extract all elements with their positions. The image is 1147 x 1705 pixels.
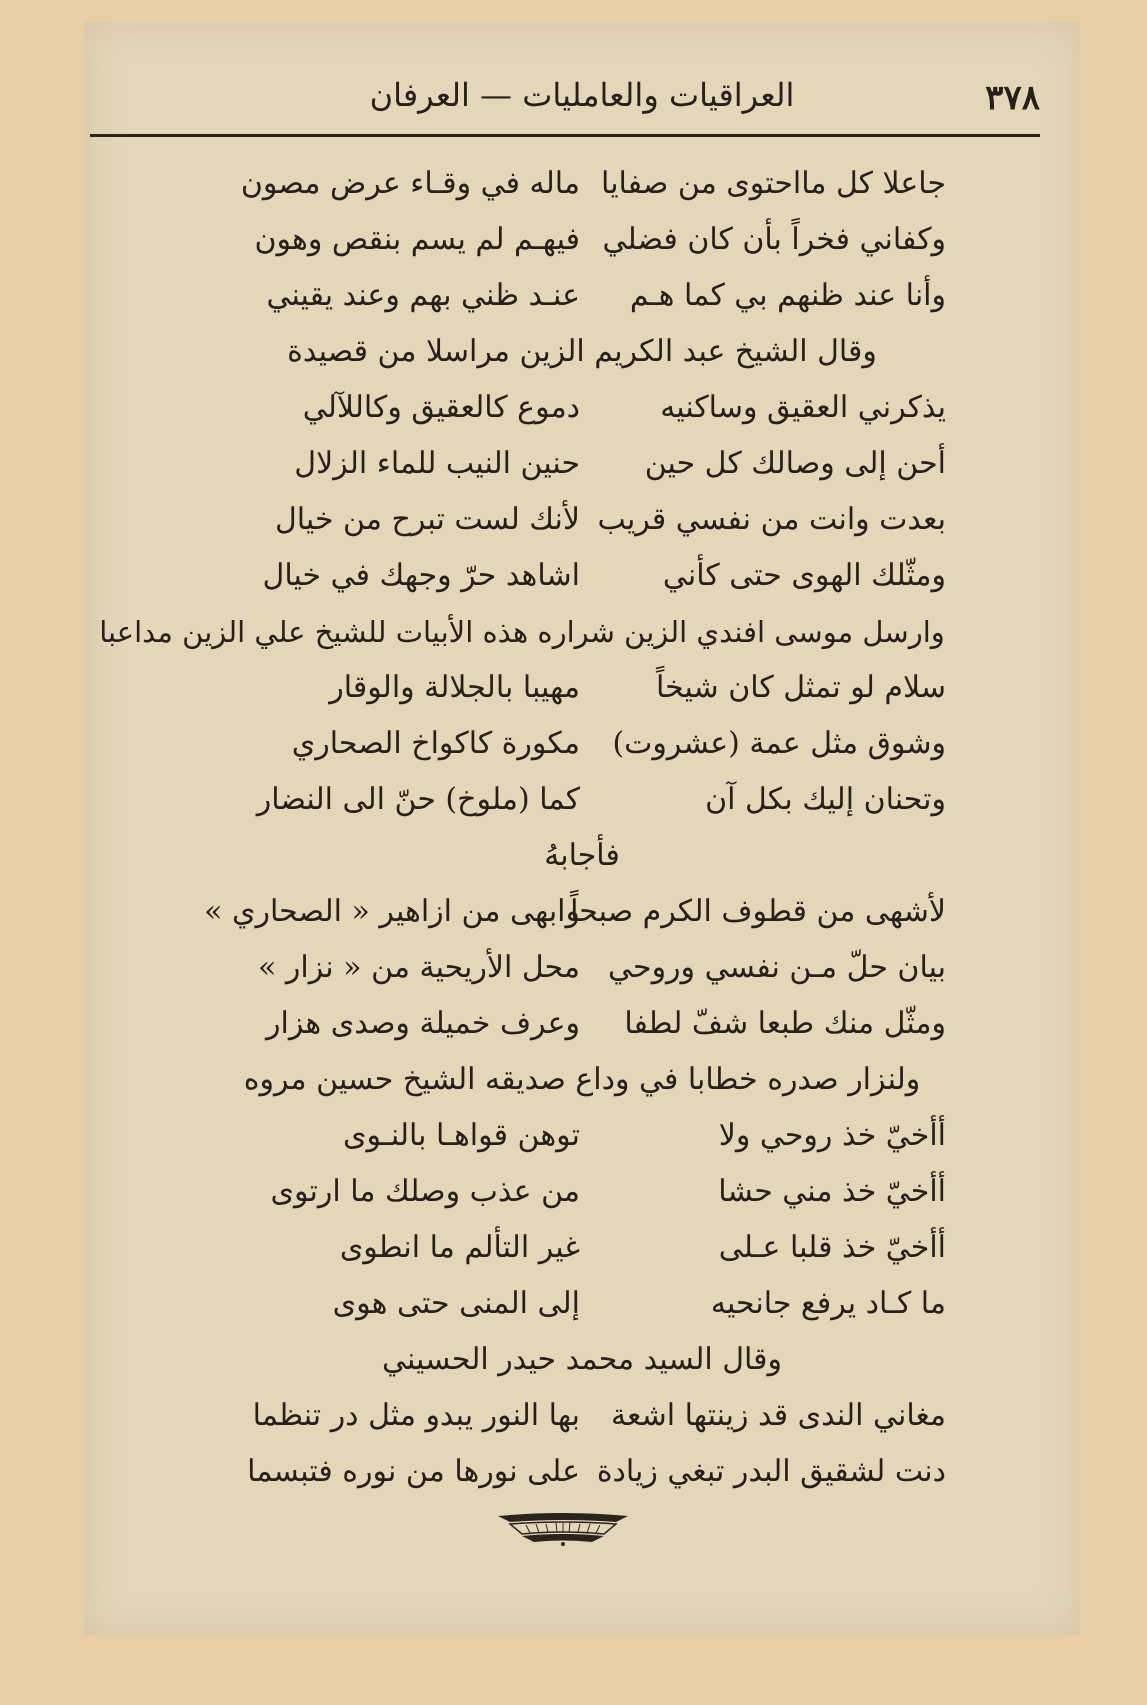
second-hemistich: على نورها من نوره فتبسما (247, 1454, 580, 1489)
section-heading: فأجابهُ (544, 838, 620, 873)
first-hemistich: ومثّلك الهوى حتى كأني (662, 558, 946, 593)
page-header (84, 74, 1080, 134)
verse-line (84, 436, 1080, 492)
header-rule (90, 134, 1040, 137)
verse-line (84, 1220, 1080, 1276)
verse-line (84, 1444, 1080, 1500)
verse-line (84, 268, 1080, 324)
second-hemistich: محل الأريحية من « نزار » (258, 950, 580, 985)
second-hemistich: وابهى من ازاهير « الصحاري » (204, 894, 580, 929)
second-hemistich: مكورة كاكواخ الصحاري (291, 726, 580, 761)
section-heading: وقال السيد محمد حيدر الحسيني (381, 1342, 783, 1377)
tailpiece-ornament-icon (496, 1512, 630, 1546)
first-hemistich: مغاني الندى قد زينتها اشعة (611, 1398, 946, 1433)
verse-line (84, 1108, 1080, 1164)
first-hemistich: دنت لشقيق البدر تبغي زيادة (596, 1454, 946, 1489)
verse-line (84, 380, 1080, 436)
verse-line (84, 772, 1080, 828)
second-hemistich: كما (ملوخ) حنّ الى النضار (256, 782, 580, 817)
verse-line (84, 1388, 1080, 1444)
section-heading: ولنزار صدره خطابا في وداع صديقه الشيخ حسين مروه (243, 1062, 921, 1097)
first-hemistich: بعدت وانت من نفسي قريب (597, 502, 946, 537)
verse-line (84, 1164, 1080, 1220)
first-hemistich: لأشهى من قطوف الكرم صبحاً (570, 894, 946, 929)
first-hemistich: أأخيّ خذ روحي ولا (718, 1118, 946, 1153)
second-hemistich: دموع كالعقيق وكاللآلي (302, 390, 580, 425)
section-heading: وارسل موسى افندي الزين شراره هذه الأبيات للشيخ علي الزين مداعبا (99, 615, 945, 649)
second-hemistich: اشاهد حرّ وجهك في خيال (262, 558, 580, 593)
first-hemistich: وكفاني فخراً بأن كان فضلي (602, 222, 946, 257)
second-hemistich: إلى المنى حتى هوى (332, 1286, 580, 1321)
first-hemistich: ومثّل منك طبعا شفّ لطفا (624, 1006, 946, 1041)
verse-line (84, 548, 1080, 604)
second-hemistich: حنين النيب للماء الزلال (294, 446, 580, 481)
first-hemistich: جاعلا كل مااحتوى من صفايا (601, 166, 946, 201)
first-hemistich: سلام لو تمثل كان شيخاً (655, 670, 946, 705)
section-heading: وقال الشيخ عبد الكريم الزين مراسلا من قصيدة (287, 334, 877, 369)
verse-line (84, 884, 1080, 940)
first-hemistich: وأنا عند ظنهم بي كما هـم (629, 278, 946, 313)
verse-line (84, 716, 1080, 772)
first-hemistich: وتحنان إليك بكل آن (705, 782, 946, 817)
first-hemistich: أحن إلى وصالك كل حين (644, 446, 946, 481)
second-hemistich: عنـد ظني بهم وعند يقيني (266, 278, 580, 313)
verse-line (84, 1276, 1080, 1332)
verse-line (84, 212, 1080, 268)
book-page (84, 22, 1080, 1635)
first-hemistich: أأخيّ خذ مني حشا (718, 1174, 946, 1209)
verse-line (84, 492, 1080, 548)
first-hemistich: وشوق مثل عمة (عشروت) (612, 726, 946, 761)
second-hemistich: مهيبا بالجلالة والوقار (329, 670, 580, 705)
first-hemistich: أأخيّ خذ قلبا عـلى (718, 1230, 946, 1265)
first-hemistich: يذكرني العقيق وساكنيه (660, 390, 946, 425)
verse-line (84, 660, 1080, 716)
first-hemistich: بيان حلّ مـن نفسي وروحي (608, 950, 946, 985)
second-hemistich: توهن قواهـا بالنـوى (343, 1118, 580, 1153)
second-hemistich: فيهـم لم يسم بنقص وهون (254, 222, 580, 257)
second-hemistich: بها النور يبدو مثل در تنظما (252, 1398, 580, 1433)
first-hemistich: ما كـاد يرفع جانحيه (710, 1286, 946, 1321)
running-title: العراقيات والعامليات — العرفان (369, 76, 795, 114)
second-hemistich: لأنك لست تبرح من خيال (274, 502, 580, 537)
second-hemistich: من عذب وصلك ما ارتوى (270, 1174, 580, 1209)
verse-line (84, 940, 1080, 996)
verse-line (84, 156, 1080, 212)
poem-body (84, 156, 1080, 1500)
second-hemistich: ماله في وقـاء عرض مصون (240, 166, 580, 201)
second-hemistich: غير التألم ما انطوى (339, 1230, 580, 1265)
second-hemistich: وعرف خميلة وصدى هزار (266, 1006, 580, 1041)
page-number: ٣٧٨ (985, 78, 1040, 118)
verse-line (84, 996, 1080, 1052)
